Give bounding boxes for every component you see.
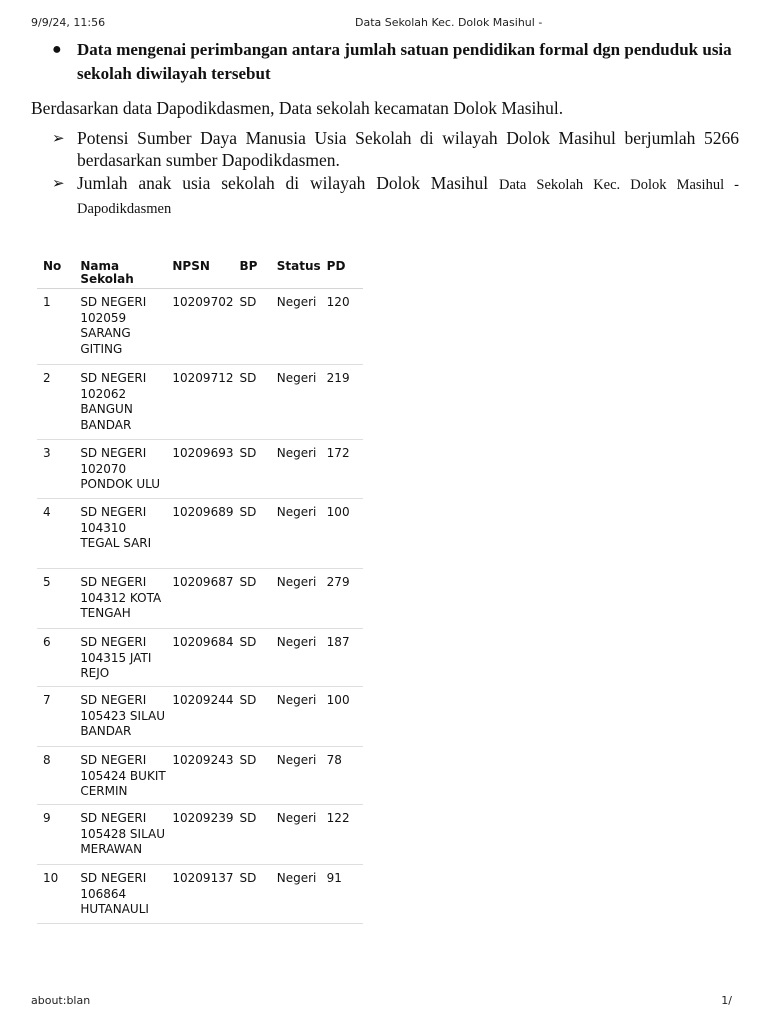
cell-no <box>37 687 74 747</box>
cell-no-text: 10 <box>43 871 59 885</box>
cell-npsn-text: 10209239 <box>172 811 234 825</box>
cell-status <box>271 440 321 499</box>
arrow-item-text: Jumlah anak usia sekolah di wilayah Dolok Masihul <box>77 173 489 193</box>
cell-status-text: Negeri <box>276 871 317 885</box>
cell-npsn-text: 10209243 <box>172 753 234 767</box>
cell-status <box>271 687 321 747</box>
cell-name <box>74 365 166 440</box>
cell-bp-text: SD <box>239 446 257 460</box>
col-header-name: Nama Sekolah <box>74 254 166 289</box>
table-row <box>37 440 363 499</box>
cell-bp-text: SD <box>239 871 257 885</box>
cell-no <box>37 440 74 499</box>
cell-status-text: Negeri <box>276 753 317 767</box>
cell-pd-text: 91 <box>326 871 342 885</box>
col-header-no: No <box>37 254 74 289</box>
cell-no-text: 5 <box>43 575 51 589</box>
cell-name-text: SD NEGERI 105423 SILAU BANDAR <box>80 693 166 738</box>
cell-pd-text: 120 <box>326 295 350 309</box>
cell-status-text: Negeri <box>276 295 317 309</box>
cell-bp <box>233 569 270 629</box>
cell-pd-text: 100 <box>326 505 350 519</box>
table-body <box>37 289 363 924</box>
cell-no <box>37 629 74 687</box>
cell-npsn <box>166 687 233 747</box>
arrow-item-jumlah <box>31 172 739 220</box>
cell-pd <box>321 865 363 924</box>
bullet-icon: ● <box>52 41 62 58</box>
cell-pd <box>321 365 363 440</box>
cell-status-text: Negeri <box>276 575 317 589</box>
cell-no-text: 2 <box>43 371 51 385</box>
table-row <box>37 289 363 365</box>
cell-bp <box>233 629 270 687</box>
table-row <box>37 747 363 805</box>
cell-status <box>271 365 321 440</box>
cell-status <box>271 747 321 805</box>
cell-npsn <box>166 629 233 687</box>
cell-no-text: 9 <box>43 811 51 825</box>
cell-status-text: Negeri <box>276 635 317 649</box>
cell-no-text: 3 <box>43 446 51 460</box>
arrow-bullet-icon: ➢ <box>52 129 65 147</box>
table-row <box>37 687 363 747</box>
cell-no <box>37 365 74 440</box>
cell-npsn-text: 10209712 <box>172 371 234 385</box>
cell-name-text: SD NEGERI 102062 BANGUN BANDAR <box>80 371 147 432</box>
cell-pd-text: 122 <box>326 811 350 825</box>
cell-npsn-text: 10209244 <box>172 693 234 707</box>
cell-bp-text: SD <box>239 371 257 385</box>
cell-npsn-text: 10209693 <box>172 446 234 460</box>
cell-status-text: Negeri <box>276 446 317 460</box>
arrow-bullet-icon: ➢ <box>52 174 65 192</box>
cell-bp <box>233 499 270 569</box>
cell-name <box>74 569 166 629</box>
cell-bp-text: SD <box>239 635 257 649</box>
cell-bp-text: SD <box>239 295 257 309</box>
cell-no <box>37 499 74 569</box>
document-body <box>31 38 739 220</box>
cell-name <box>74 805 166 865</box>
cell-bp <box>233 440 270 499</box>
col-header-bp: BP <box>233 254 270 289</box>
cell-no-text: 4 <box>43 505 51 519</box>
cell-pd-text: 279 <box>326 575 350 589</box>
print-url: about:blan <box>31 994 91 1007</box>
print-doc-title: Data Sekolah Kec. Dolok Masihul - <box>355 16 543 29</box>
cell-status-text: Negeri <box>276 811 317 825</box>
cell-bp <box>233 747 270 805</box>
cell-bp <box>233 289 270 365</box>
col-header-npsn: NPSN <box>166 254 233 289</box>
cell-no-text: 7 <box>43 693 51 707</box>
cell-no <box>37 747 74 805</box>
cell-name <box>74 865 166 924</box>
cell-pd <box>321 747 363 805</box>
bullet-text: Data mengenai perimbangan antara jumlah satuan pendidikan formal dgn penduduk usia sekolah diwilayah tersebut <box>77 40 732 83</box>
print-datetime: 9/9/24, 11:56 <box>31 16 106 29</box>
col-header-status: Status <box>271 254 321 289</box>
cell-bp <box>233 865 270 924</box>
school-table <box>37 254 363 924</box>
cell-bp <box>233 365 270 440</box>
cell-bp-text: SD <box>239 575 257 589</box>
cell-npsn <box>166 569 233 629</box>
cell-no <box>37 865 74 924</box>
cell-npsn-text: 10209702 <box>172 295 234 309</box>
cell-no <box>37 805 74 865</box>
cell-no-text: 8 <box>43 753 51 767</box>
cell-pd <box>321 687 363 747</box>
cell-status-text: Negeri <box>276 371 317 385</box>
cell-no-text: 1 <box>43 295 51 309</box>
cell-name-text: SD NEGERI 104315 JATI REJO <box>80 635 152 680</box>
cell-name-text: SD NEGERI 102070 PONDOK ULU <box>80 446 160 491</box>
bullet-point <box>31 38 739 86</box>
cell-pd <box>321 289 363 365</box>
cell-pd <box>321 569 363 629</box>
cell-bp-text: SD <box>239 693 257 707</box>
cell-status <box>271 499 321 569</box>
arrow-list <box>31 127 739 220</box>
cell-no-text: 6 <box>43 635 51 649</box>
table-row <box>37 365 363 440</box>
cell-status-text: Negeri <box>276 505 317 519</box>
cell-status <box>271 865 321 924</box>
cell-status <box>271 805 321 865</box>
arrow-item-source: Data Sekolah Kec. Dolok Masihul - Dapodikdasmen <box>77 177 740 217</box>
cell-no <box>37 569 74 629</box>
cell-pd <box>321 805 363 865</box>
cell-name-text: SD NEGERI 106864 HUTANAULI <box>80 871 149 916</box>
page-number: 1/ <box>721 994 732 1007</box>
table-row <box>37 499 363 569</box>
cell-pd <box>321 440 363 499</box>
cell-status <box>271 289 321 365</box>
cell-no <box>37 289 74 365</box>
cell-name <box>74 687 166 747</box>
cell-pd-text: 219 <box>326 371 350 385</box>
cell-bp <box>233 687 270 747</box>
cell-pd-text: 78 <box>326 753 342 767</box>
table-row <box>37 629 363 687</box>
cell-status-text: Negeri <box>276 693 317 707</box>
cell-npsn <box>166 747 233 805</box>
col-header-pd: PD <box>321 254 363 289</box>
cell-status <box>271 629 321 687</box>
cell-name-text: SD NEGERI 105428 SILAU MERAWAN <box>80 811 166 856</box>
intro-paragraph: Berdasarkan data Dapodikdasmen, Data sekolah kecamatan Dolok Masihul. <box>31 98 564 118</box>
cell-name-text: SD NEGERI 105424 BUKIT CERMIN <box>80 753 166 798</box>
cell-npsn <box>166 865 233 924</box>
cell-name-text: SD NEGERI 104310 TEGAL SARI <box>80 505 152 550</box>
cell-npsn <box>166 289 233 365</box>
cell-name <box>74 499 166 569</box>
cell-name <box>74 440 166 499</box>
table-row <box>37 865 363 924</box>
cell-npsn-text: 10209687 <box>172 575 234 589</box>
cell-name-text: SD NEGERI 104312 KOTA TENGAH <box>80 575 162 620</box>
cell-bp <box>233 805 270 865</box>
cell-pd-text: 172 <box>326 446 350 460</box>
print-header <box>31 16 737 32</box>
cell-pd <box>321 629 363 687</box>
cell-npsn <box>166 365 233 440</box>
cell-name <box>74 747 166 805</box>
cell-npsn <box>166 499 233 569</box>
cell-npsn-text: 10209684 <box>172 635 234 649</box>
cell-pd-text: 100 <box>326 693 350 707</box>
cell-name <box>74 289 166 365</box>
school-table-wrapper <box>37 254 363 924</box>
cell-npsn-text: 10209689 <box>172 505 234 519</box>
table-row <box>37 805 363 865</box>
cell-npsn <box>166 805 233 865</box>
cell-name <box>74 629 166 687</box>
cell-bp-text: SD <box>239 505 257 519</box>
cell-pd-text: 187 <box>326 635 350 649</box>
cell-bp-text: SD <box>239 753 257 767</box>
cell-status <box>271 569 321 629</box>
arrow-item-potensi <box>31 127 739 171</box>
table-row <box>37 569 363 629</box>
cell-bp-text: SD <box>239 811 257 825</box>
cell-npsn-text: 10209137 <box>172 871 234 885</box>
cell-name-text: SD NEGERI 102059 SARANG GITING <box>80 295 147 356</box>
cell-npsn <box>166 440 233 499</box>
arrow-item-text: Potensi Sumber Daya Manusia Usia Sekolah di wilayah Dolok Masihul berjumlah 5266 berdasarkan sumber Dapodikdasmen. <box>77 128 739 170</box>
cell-pd <box>321 499 363 569</box>
print-footer <box>31 994 737 1010</box>
table-header-row <box>37 254 363 289</box>
